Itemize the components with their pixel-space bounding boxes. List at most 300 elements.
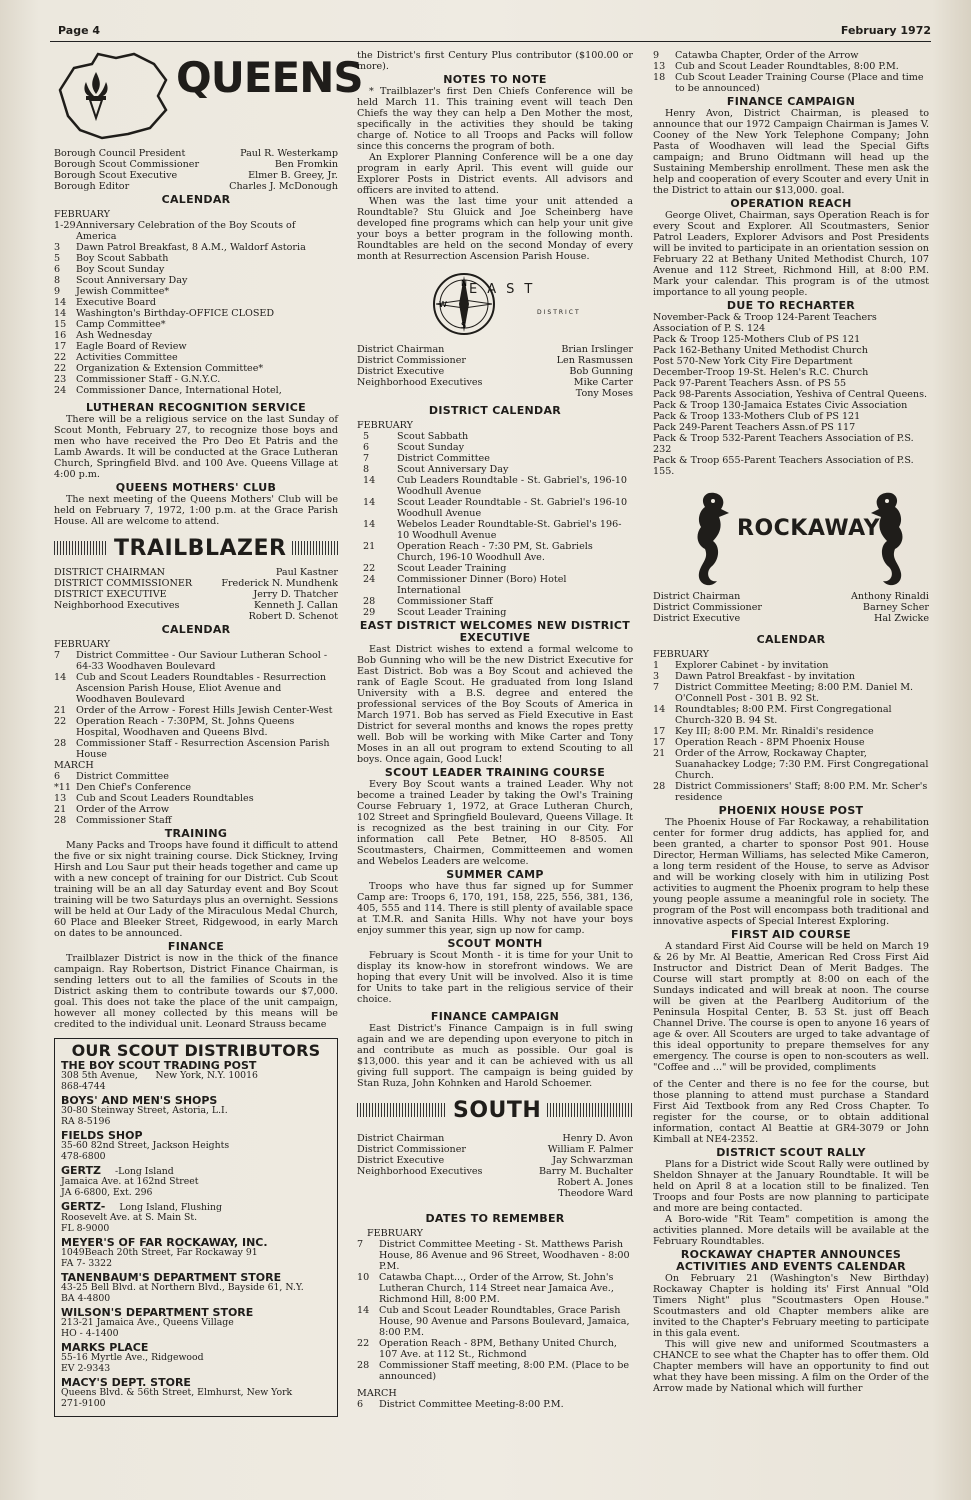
queens-calendar-heading: CALENDAR <box>161 193 231 206</box>
distributor-item <box>61 1095 331 1127</box>
calendar-entry <box>54 771 338 782</box>
distributor-line: 1049Beach 20th Street, Far Rockaway 91 <box>61 1247 258 1258</box>
entry-text: Key III; 8:00 P.M. Mr. Rinaldi's residence <box>675 726 874 737</box>
notes-text: An Explorer Planning Conference will be a one day program in early April. This event will guide our Explorer Posts in District events. All advisors and officers are invited to attend. <box>357 152 633 196</box>
officer-name: Len Rasmussen <box>556 355 633 366</box>
column-3 <box>653 50 929 1394</box>
compass-w-label: W <box>439 300 447 309</box>
entry-date: 6 <box>357 1399 364 1410</box>
seahorse-icon <box>675 487 735 591</box>
officer-row <box>653 591 929 602</box>
rally-text: A Boro-wide "Rit Team" competition is among the activities planned. More details will be available at the February Roundtables. <box>653 1214 929 1247</box>
entry-date: 9 <box>54 286 61 297</box>
dates-heading: DATES TO REMEMBER <box>425 1212 565 1225</box>
officer-row <box>357 355 633 366</box>
rockaway-title: ROCKAWAY <box>737 516 881 541</box>
officer-name: Charles J. McDonough <box>229 181 338 192</box>
officer-role: District Executive <box>653 613 741 624</box>
entry-text: District Commissioners' Staff; 8:00 P.M. Mr. Scher's residence <box>675 781 928 803</box>
entry-date: 28 <box>357 1360 370 1371</box>
chapter-heading: ROCKAWAY CHAPTER ANNOUNCES ACTIVITIES AND EVENTS CALENDAR <box>676 1248 906 1273</box>
continued-text: the District's first Century Plus contributor ($100.00 or more). <box>357 50 633 72</box>
welcome-heading: EAST DISTRICT WELCOMES NEW DISTRICT EXECUTIVE <box>359 619 631 644</box>
entry-date: 14 <box>357 1305 370 1316</box>
officer-role: Borough Editor <box>54 181 130 192</box>
entry-text: Den Chief's Conference <box>76 782 192 793</box>
calendar-entry <box>54 330 338 341</box>
entry-date: 22 <box>54 363 67 374</box>
rally-heading: DISTRICT SCOUT RALLY <box>716 1146 866 1159</box>
distributor-name-text: THE BOY SCOUT TRADING POST <box>61 1059 257 1072</box>
officer-role: District Commissioner <box>653 602 762 613</box>
entry-text: Scout Leader Training <box>397 607 507 618</box>
entry-date: 24 <box>363 574 376 585</box>
entry-text: Order of the Arrow, Rockaway Chapter, Suanahackey Lodge; 7:30 P.M. First Congregational Church. <box>675 748 929 781</box>
officer-name: Jay Schwarzman <box>552 1155 633 1166</box>
queens-officers <box>54 148 338 192</box>
entry-text: Scout Leader Training <box>397 563 507 574</box>
queens-title: QUEENS <box>176 53 363 102</box>
entry-text: Catawba Chapt..., Order of the Arrow, St. John's Lutheran Church, 114 Street near Jamaica Ave., Richmond Hill, 8:00 P.M. <box>379 1272 614 1305</box>
east-calendar-heading: DISTRICT CALENDAR <box>428 404 562 417</box>
entry-date: 22 <box>357 1338 370 1349</box>
officer-name: Paul Kastner <box>275 567 338 578</box>
calendar-entry <box>357 596 633 607</box>
calendar-entry <box>357 541 633 563</box>
officer-role: DISTRICT COMMISSIONER <box>54 578 193 589</box>
distributor-line: HO - 4-1400 <box>61 1327 119 1339</box>
column-1 <box>54 50 363 1417</box>
distributor-line: BA 4-4800 <box>61 1292 111 1304</box>
entry-date: 13 <box>653 61 666 72</box>
officer-role: District Commissioner <box>357 1144 466 1155</box>
calendar-entry <box>653 671 929 682</box>
trailblazer-feb-list <box>54 650 338 760</box>
entry-text: Cub Scout Leader Training Course (Place and time to be announced) <box>675 72 924 94</box>
entry-date: 14 <box>54 672 67 683</box>
entry-date: 14 <box>363 497 376 508</box>
firstaid-text: A standard First Aid Course will be held on March 19 & 26 by Mr. Al Beattie, American Red Cross First Aid Instructor and District Dean of Merit Badges. The Course will start promptly at 8:00 on each of the Sundays indicated and will break at noon. The course will be given at the Pearlberg Auditorium of the Peninsula Hospital Center, B. 53 St. just off Beach Channel Drive. The course is open to anyone 16 years of age & over. All Scouters are urged to take advantage of this ideal opportunity to prepare themselves for any emergency. The course is open to non-scouters as well. "Coffee and ..." will be provided, compliments <box>653 941 929 1073</box>
officer-role: Borough Council President <box>54 148 186 159</box>
officer-role: Neighborhood Executives <box>357 1166 483 1177</box>
south-title: SOUTH <box>453 1097 542 1123</box>
distributor-name-text: GERTZ <box>61 1164 101 1177</box>
month-label: FEBRUARY <box>367 1228 423 1239</box>
compass-icon <box>419 264 509 344</box>
officer-row <box>357 1155 633 1166</box>
rockaway-calendar-list <box>653 660 929 803</box>
calendar-entry <box>357 442 633 453</box>
distributor-item <box>61 1060 331 1092</box>
officer-row <box>357 377 633 388</box>
entry-date: 15 <box>54 319 67 330</box>
distributor-line: 213-21 Jamaica Ave., Queens Village <box>61 1317 234 1328</box>
hatch-rule <box>54 541 108 555</box>
officer-row <box>54 611 338 622</box>
distributor-line: 271-9100 <box>61 1397 106 1409</box>
column-2 <box>357 50 633 1410</box>
firstaid-text-continued: of the Center and there is no fee for the course, but those planning to attend must purchase a Standard First Aid Textbook from any Red Cross Chapter. To register for the course, or to obtain additional information, contact Al Beattie at GR4-3079 or John Kimball at NE4-2352. <box>653 1079 929 1145</box>
notes-text: * Trailblazer's first Den Chiefs Conference will be held March 11. This training event will teach Den Chiefs the way they can help a Den Mother the most, specifically in the activities they should be taking charge of. Notice to all Troops and Packs will follow since this concerns the program of both. <box>357 86 633 152</box>
calendar-entry <box>54 385 338 396</box>
entry-date: 14 <box>653 704 666 715</box>
calendar-entry <box>653 726 929 737</box>
officer-role: DISTRICT CHAIRMAN <box>54 567 166 578</box>
south-finance-text: Henry Avon, District Chairman, is pleased to announce that our 1972 Campaign Chairman is James V. Cooney of the New York Telephone Company; John Pasta of Woodhaven will lead the Special Gifts campaign; and Bruno Oidtmann will head up the Sustaining Membership enrollment. These men ask the help and cooperation of every Scouter and every Unit in the District to attain our $13,000. goal. <box>653 108 929 196</box>
entry-text: Eagle Board of Review <box>76 341 187 352</box>
distributor-line: EV 2-9343 <box>61 1362 111 1374</box>
recharter-item: Pack & Troop 130-Jamaica Estates Civic Association <box>653 400 908 411</box>
trailblazer-title: TRAILBLAZER <box>114 535 287 561</box>
recharter-item: Pack 249-Parent Teachers Assn.of PS 117 <box>653 422 856 433</box>
distributor-name-text: WILSON'S DEPARTMENT STORE <box>61 1306 254 1319</box>
entry-date: 14 <box>363 519 376 530</box>
calendar-entry <box>357 1360 633 1382</box>
officer-name: Robert A. Jones <box>557 1177 633 1188</box>
entry-text: Washington's Birthday-OFFICE CLOSED <box>76 308 275 319</box>
entry-date: 7 <box>54 650 61 661</box>
header-rule <box>50 41 931 42</box>
calendar-entry <box>54 352 338 363</box>
distributor-line: 43-25 Bell Blvd. at Northern Blvd., Bayside 61, N.Y. <box>61 1282 304 1293</box>
calendar-entry <box>653 660 929 671</box>
entry-text: Scout Sabbath <box>397 431 469 442</box>
officer-row <box>54 181 338 192</box>
entry-date: 28 <box>363 596 376 607</box>
officer-role: District Chairman <box>357 1133 445 1144</box>
recharter-item: Pack & Troop 532-Parent Teachers Association of P.S. 232 <box>653 433 914 455</box>
distributor-list <box>61 1060 331 1409</box>
entry-text: Activities Committee <box>76 352 178 363</box>
south-continued-list <box>653 50 929 94</box>
south-officers <box>357 1133 633 1199</box>
distributor-line: RA 8-5196 <box>61 1115 111 1127</box>
calendar-entry <box>357 431 633 442</box>
officer-name: Theodore Ward <box>558 1188 633 1199</box>
calendar-entry <box>54 220 338 242</box>
calendar-entry <box>357 453 633 464</box>
recharter-item: December-Troop 19-St. Helen's R.C. Church <box>653 367 869 378</box>
calendar-entry <box>54 264 338 275</box>
entry-date: 22 <box>54 716 67 727</box>
calendar-entry <box>357 1399 633 1410</box>
calendar-entry <box>357 475 633 497</box>
calendar-entry <box>357 1272 633 1305</box>
entry-date: 1-29 <box>54 220 76 231</box>
calendar-entry <box>54 363 338 374</box>
officer-name: Paul R. Westerkamp <box>240 148 338 159</box>
calendar-entry <box>653 682 929 704</box>
distributor-item <box>61 1201 331 1234</box>
officer-role: District Chairman <box>357 344 445 355</box>
calendar-entry <box>54 308 338 319</box>
east-title: EAST <box>469 282 543 297</box>
distributor-line: 30-80 Steinway Street, Astoria, L.I. <box>61 1105 228 1116</box>
entry-text: Commissioner Dance, International Hotel, <box>76 385 282 396</box>
entry-text: Ash Wednesday <box>76 330 153 341</box>
month-label: FEBRUARY <box>653 649 709 660</box>
entry-text: Operation Reach - 7:30PM, St. Johns Queens Hospital, Woodhaven and Queens Blvd. <box>76 716 295 738</box>
trailblazer-mar-list <box>54 771 338 826</box>
calendar-entry <box>653 50 929 61</box>
recharter-item: Pack & Troop 125-Mothers Club of PS 121 <box>653 334 861 345</box>
distributor-line: JA 6-6800, Ext. 296 <box>61 1186 153 1198</box>
notes-text: When was the last time your unit attended a Roundtable? Stu Gluick and Joe Scheinberg have developed fine programs which can help your unit give your boys a better program in the following month. Roundtables are held on the second Monday of every month at Resurrection Ascension Parish House. <box>357 196 633 262</box>
calendar-entry <box>54 286 338 297</box>
month-label: MARCH <box>357 1388 397 1399</box>
calendar-entry <box>357 497 633 519</box>
entry-date: 6 <box>363 442 370 453</box>
entry-text: Cub and Scout Leaders Roundtables - Resurrection Ascension Parish House, Eliot Avenue and Woodhaven Boulevard <box>76 672 327 705</box>
officer-role: Neighborhood Executives <box>54 600 180 611</box>
officer-row <box>54 567 338 578</box>
officer-name: Tony Moses <box>575 388 633 399</box>
officer-row <box>54 159 338 170</box>
officer-row <box>357 388 633 399</box>
distributor-line: 308 5th Avenue, New York, N.Y. 10016 <box>61 1070 258 1081</box>
east-banner <box>357 262 633 344</box>
entry-date: 23 <box>54 374 67 385</box>
entry-date: 3 <box>54 242 61 253</box>
entry-date: 22 <box>54 352 67 363</box>
distributor-name-text: MACY'S DEPT. STORE <box>61 1376 191 1389</box>
entry-date: 7 <box>653 682 660 693</box>
queens-calendar-list <box>54 220 338 396</box>
distributor-line: 478-6800 <box>61 1150 106 1162</box>
calendar-entry <box>54 815 338 826</box>
entry-text: Commissioner Staff <box>76 815 172 826</box>
officer-name: Brian Irslinger <box>561 344 633 355</box>
issue-date: February 1972 <box>840 24 931 37</box>
chapter-text: On February 21 (Washington's New Birthday) Rockaway Chapter is holding its' First Annual "Old Timers Night" plus "Scoutmasters Open House." Scoutmasters and old Chapter members alike are invited to the Chapter's February meeting to participate in this gala event. <box>653 1273 929 1339</box>
entry-date: *11 <box>54 782 72 793</box>
officer-row <box>357 366 633 377</box>
officer-role: District Executive <box>357 1155 445 1166</box>
distributor-name-text: GERTZ- <box>61 1200 106 1213</box>
recharter-item: Pack 98-Parents Association, Yeshiva of Central Queens. <box>653 389 928 400</box>
officer-role: District Executive <box>357 366 445 377</box>
hatch-rule <box>357 1103 447 1117</box>
officer-row <box>357 1144 633 1155</box>
entry-text: Boy Scout Sabbath <box>76 253 169 264</box>
officer-row <box>54 589 338 600</box>
entry-text: Commissioner Staff - G.N.Y.C. <box>76 374 221 385</box>
east-officers <box>357 344 633 399</box>
entry-date: 5 <box>363 431 370 442</box>
officer-name: Frederick N. Mundhenk <box>221 578 338 589</box>
east-finance-text: East District's Finance Campaign is in full swing again and we are depending upon everyone to pitch in and contribute as much as possible. Our goal is $13,000. this year and it can be achieved with us all giving full support. The campaign is being guided by Stan Ruza, John Kohnken and Harold Schoemer. <box>357 1023 633 1089</box>
entry-date: 17 <box>653 737 666 748</box>
entry-date: 13 <box>54 793 67 804</box>
distributor-item <box>61 1307 331 1339</box>
distributor-location: Long Island, Flushing <box>119 1202 222 1213</box>
lutheran-heading: LUTHERAN RECOGNITION SERVICE <box>85 401 306 414</box>
entry-text: Commissioner Dinner (Boro) Hotel International <box>397 574 567 596</box>
south-banner <box>357 1095 633 1125</box>
entry-text: Organization & Extension Committee* <box>76 363 264 374</box>
distributor-name-text: TANENBAUM'S DEPARTMENT STORE <box>61 1271 282 1284</box>
entry-text: District Committee Meeting; 8:00 P.M. Daniel M. O'Connell Post - 301 B. 92 St. <box>675 682 914 704</box>
seahorse-icon <box>865 487 925 591</box>
entry-text: Scout Leader Roundtable - St. Gabriel's 196-10 Woodhull Avenue <box>397 497 628 519</box>
notes-heading: NOTES TO NOTE <box>443 73 547 86</box>
entry-date: 6 <box>54 771 61 782</box>
entry-date: 22 <box>363 563 376 574</box>
officer-row <box>357 344 633 355</box>
compass-n-label: N <box>461 279 467 288</box>
recharter-item: Pack 97-Parent Teachers Assn. of PS 55 <box>653 378 847 389</box>
mothers-heading: QUEENS MOTHERS' CLUB <box>115 481 277 494</box>
officer-name: Robert D. Schenot <box>248 611 338 622</box>
reach-text: George Olivet, Chairman, says Operation Reach is for every Scout and Explorer. All Scoutmasters, Senior Patrol Leaders, Explorer Advisors and Post Presidents will be invited to participate in an orientation session on February 22 at Bethany United Methodist Church, 107 Avenue and 112 Street, Richmond Hill, at 8:00 P.M. Mark your calendar. This program is of the utmost importance to all young people. <box>653 210 929 298</box>
training-course-text: Every Boy Scout wants a trained Leader. Why not become a trained Leader by taking the Owl's Training Course February 1, 1972, at Grace Lutheran Church, 102 Street and Springfield Boulevard, Queens Village. It is recognized as the best training in our City. For information call Pete Betner, HO 8-8505. All Scoutmasters, Chairmen, Committeemen and women and Webelos Leaders are welcome. <box>357 779 633 867</box>
entry-text: Cub and Scout Leader Roundtables, Grace Parish House, 90 Avenue and Parsons Boulevard, Jamaica, 8:00 P.M. <box>379 1305 630 1338</box>
entry-text: District Committee - Our Saviour Lutheran School - 64-33 Woodhaven Boulevard <box>76 650 328 672</box>
distributor-item <box>61 1165 331 1198</box>
officer-name: Elmer B. Greey, Jr. <box>248 170 338 181</box>
calendar-entry <box>357 464 633 475</box>
officer-row <box>653 602 929 613</box>
distributor-line: FA 7- 3322 <box>61 1257 112 1269</box>
page-number: Page 4 <box>58 24 101 37</box>
calendar-entry <box>653 704 929 726</box>
distributor-line: 35-60 82nd Street, Jackson Heights <box>61 1140 230 1151</box>
distributor-item <box>61 1272 331 1304</box>
officer-name: Bob Gunning <box>569 366 633 377</box>
entry-text: Dawn Patrol Breakfast - by invitation <box>675 671 855 682</box>
officer-row <box>357 1133 633 1144</box>
entry-text: Commissioner Staff <box>397 596 493 607</box>
lutheran-text: There will be a religious service on the last Sunday of Scout Month, February 27, to recognize those boys and men who have received the Pro Deo Et Patris and the Lamb Awards. It will be conducted at the Grace Lutheran Church, Springfield Blvd. and 100 Ave. Queens Village at 4:00 p.m. <box>54 414 338 480</box>
entry-date: 7 <box>363 453 370 464</box>
distributor-line: Queens Blvd. & 56th Street, Elmhurst, New York <box>61 1387 293 1398</box>
month-label: FEBRUARY <box>357 420 413 431</box>
entry-text: Cub and Scout Leader Roundtables, 8:00 P.M. <box>675 61 899 72</box>
month-label: FEBRUARY <box>54 209 110 220</box>
distributor-location: -Long Island <box>115 1166 174 1177</box>
chapter-text: This will give new and uniformed Scoutmasters a CHANCE to see what the Chapter has to offer them. Old Chapter members will have an opportunity to find out what they have been missing. A film on the Order of the Arrow made by National which will further <box>653 1339 929 1394</box>
calendar-entry <box>653 737 929 748</box>
training-course-heading: SCOUT LEADER TRAINING COURSE <box>384 766 606 779</box>
entry-text: Scout Sunday <box>397 442 465 453</box>
distributor-line: Jamaica Ave. at 162nd Street <box>61 1176 199 1187</box>
entry-text: Cub Leaders Roundtable - St. Gabriel's, 196-10 Woodhull Avenue <box>397 475 628 497</box>
entry-date: 17 <box>653 726 666 737</box>
distributor-item <box>61 1377 331 1409</box>
entry-text: Order of the Arrow - Forest Hills Jewish Center-West <box>76 705 333 716</box>
officer-name: Anthony Rinaldi <box>850 591 929 602</box>
calendar-entry <box>54 242 338 253</box>
entry-text: District Committee <box>76 771 169 782</box>
calendar-entry <box>357 519 633 541</box>
entry-text: Operation Reach - 8PM Phoenix House <box>675 737 865 748</box>
entry-date: 14 <box>54 297 67 308</box>
recharter-item: November-Pack & Troop 124-Parent Teachers Association of P. S. 124 <box>653 312 877 334</box>
entry-date: 28 <box>54 738 67 749</box>
distributors-title: OUR SCOUT DISTRIBUTORS <box>71 1041 321 1060</box>
calendar-entry <box>653 72 929 94</box>
calendar-entry <box>54 738 338 760</box>
officer-name: Hal Zwicke <box>873 613 929 624</box>
entry-text: District Committee Meeting - St. Matthews Parish House, 86 Avenue and 96 Street, Woodhaven - 8:00 P.M. <box>379 1239 630 1272</box>
calendar-entry <box>357 1305 633 1338</box>
entry-date: 16 <box>54 330 67 341</box>
month-label: MARCH <box>54 760 94 771</box>
entry-date: 8 <box>54 275 61 286</box>
officer-name: Kenneth J. Callan <box>253 600 338 611</box>
rockaway-banner <box>653 487 929 591</box>
training-heading: TRAINING <box>164 827 228 840</box>
entry-date: 14 <box>54 308 67 319</box>
entry-text: Camp Committee* <box>76 319 166 330</box>
officer-role: District Commissioner <box>357 355 466 366</box>
south-mar-list <box>357 1399 633 1410</box>
officer-role: Borough Scout Executive <box>54 170 178 181</box>
distributor-line: 55-16 Myrtle Ave., Ridgewood <box>61 1352 204 1363</box>
entry-text: Dawn Patrol Breakfast, 8 A.M., Waldorf Astoria <box>76 242 306 253</box>
calendar-entry <box>54 650 338 672</box>
hatch-rule <box>547 1103 633 1117</box>
officer-row <box>357 1188 633 1199</box>
entry-date: 29 <box>363 607 376 618</box>
recharter-item: Post 570-New York City Fire Department <box>653 356 853 367</box>
trailblazer-officers <box>54 567 338 622</box>
distributor-name-text: MEYER'S OF FAR ROCKAWAY, INC. <box>61 1236 268 1249</box>
entry-text: Anniversary Celebration of the Boy Scouts of America <box>76 220 296 242</box>
firstaid-heading: FIRST AID COURSE <box>731 928 851 941</box>
calendar-entry <box>54 253 338 264</box>
entry-date: 8 <box>363 464 370 475</box>
entry-date: 21 <box>653 748 666 759</box>
distributor-name-text: BOYS' AND MEN'S SHOPS <box>61 1094 218 1107</box>
entry-text: District Committee Meeting-8:00 P.M. <box>379 1399 564 1410</box>
officer-role: District Chairman <box>653 591 741 602</box>
distributor-item <box>61 1237 331 1269</box>
entry-date: 21 <box>54 804 67 815</box>
east-finance-heading: FINANCE CAMPAIGN <box>430 1010 560 1023</box>
calendar-entry <box>54 319 338 330</box>
calendar-entry <box>357 574 633 596</box>
hatch-rule <box>292 541 338 555</box>
officer-row <box>54 148 338 159</box>
recharter-item: Pack & Troop 133-Mothers Club of PS 121 <box>653 411 861 422</box>
entry-text: Cub and Scout Leaders Roundtables <box>76 793 254 804</box>
summer-camp-text: Troops who have thus far signed up for Summer Camp are: Troops 6, 170, 191, 158, 225, 556, 381, 136, 405, 555 and 114. There is still plenty of available space at T.M.R. and Sanita Hills. Why not have your boys enjoy summer this year, sign up now for camp. <box>357 881 633 936</box>
distributor-name-text: MARKS PLACE <box>61 1341 149 1354</box>
calendar-entry <box>357 563 633 574</box>
recharter-item: Pack 162-Bethany United Methodist Church <box>653 345 868 356</box>
recharter-item: Pack & Troop 655-Parent Teachers Association of P.S. 155. <box>653 455 914 477</box>
entry-date: 21 <box>363 541 376 552</box>
entry-date: 17 <box>54 341 67 352</box>
entry-date: 28 <box>54 815 67 826</box>
phoenix-text: The Phoenix House of Far Rockaway, a rehabilitation center for former drug addicts, has applied for, and been granted, a charter to sponsor Post 901. House Director, Herman Williams, has selected Mike Cameron, a long term resident of the House, to serve as Advisor and will be working closely with him in utilizing Post activities to augment the Phoenix program to help these young people assume a meaningful role in society. The program of the Post will encompass both traditional and innovative aspects of Special Interest Exploring. <box>653 817 929 927</box>
scout-month-heading: SCOUT MONTH <box>447 937 543 950</box>
calendar-entry <box>653 748 929 781</box>
distributor-item <box>61 1130 331 1162</box>
officer-name: Barney Scher <box>862 602 929 613</box>
entry-text: Webelos Leader Roundtable-St. Gabriel's 196-10 Woodhull Avenue <box>397 519 622 541</box>
entry-text: Operation Reach - 8PM, Bethany United Church, 107 Ave. at 112 St., Richmond <box>379 1338 617 1360</box>
entry-date: 28 <box>653 781 666 792</box>
officer-row <box>357 1166 633 1177</box>
calendar-entry <box>54 705 338 716</box>
training-text: Many Packs and Troops have found it difficult to attend the five or six night training course. Dick Stickney, Irving Hirsh and Lou Saur put their heads together and came up with a new concept of training for our District. Cub Scout training will be an all day Saturday event and Boy Scout training will be two Saturdays plus an overnight. Sessions will be held at Our Lady of the Miraculous Medal Church, 60 Place and Bleeker Street, Ridgewood, in early March on dates to be announced. <box>54 840 338 939</box>
officer-role: Neighborhood Executives <box>357 377 483 388</box>
south-finance-heading: FINANCE CAMPAIGN <box>726 95 856 108</box>
officer-row <box>54 170 338 181</box>
trailblazer-banner <box>54 533 338 563</box>
